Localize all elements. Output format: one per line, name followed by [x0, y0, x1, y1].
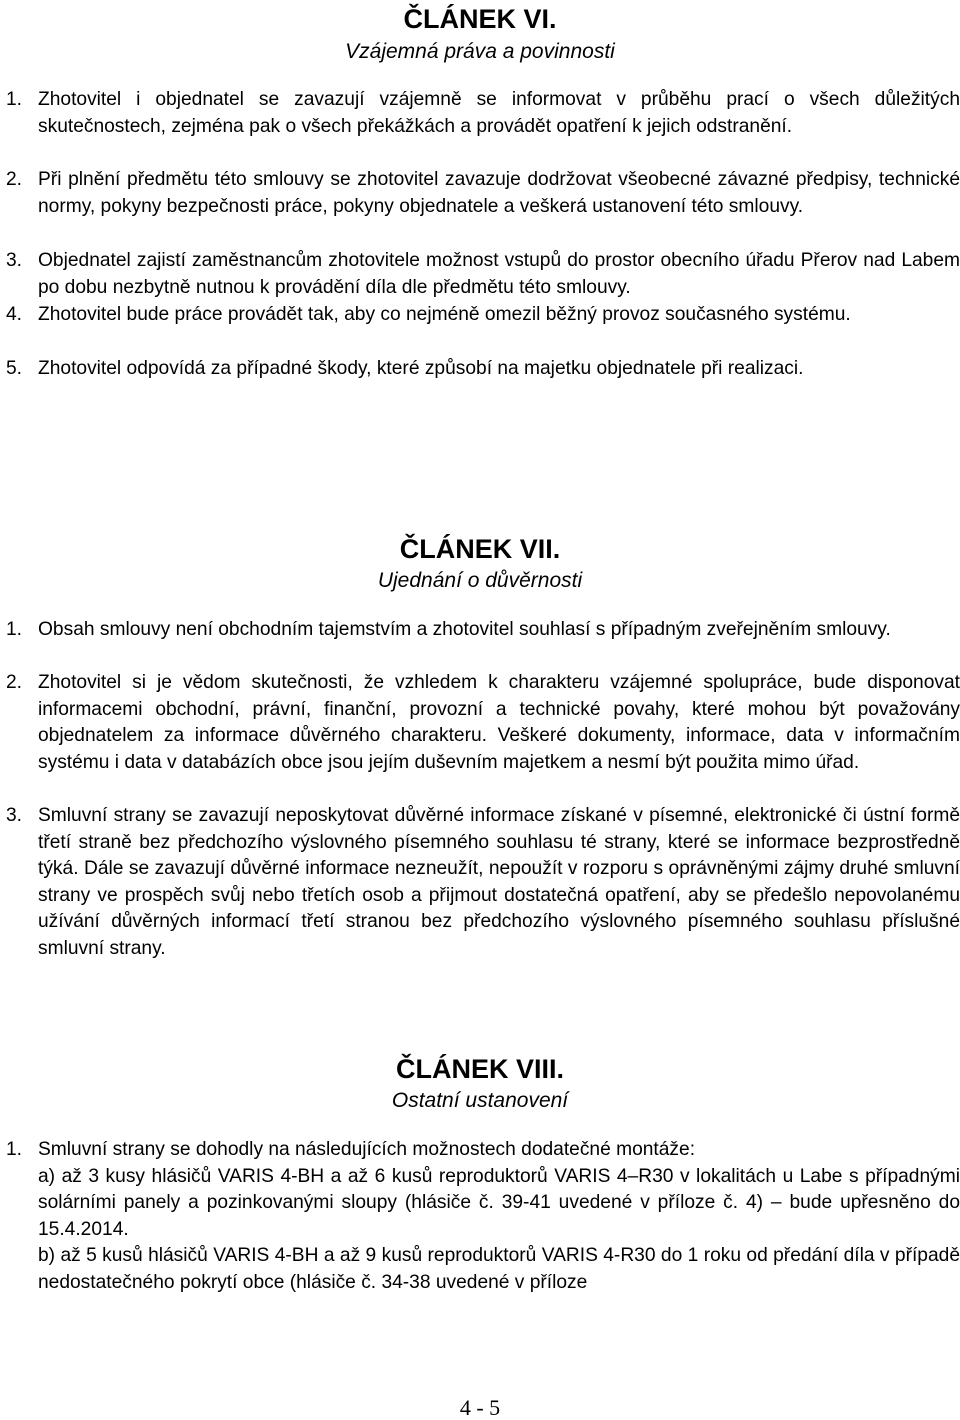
article-8-item-1 — [0, 1137, 960, 1296]
item-number: 4. — [6, 304, 23, 325]
item-text: Smluvní strany se zavazují neposkytovat důvěrné informace získané v písemné, elektronické či ústní formě třetí straně bez předchozího výslovného písemného souhlasu té strany, které se informace bezprostředně týká. Dále se zavazují důvěrné informace nezneužít, nepoužít v rozporu s oprávněnými zájmy druhé smluvní strany ve prospěch svůj nebo třetích osob a přijmout dostatečná opatření, aby se předešlo nepovolanému užívání důvěrných informací třetí stranou bez předchozího výslovného písemného souhlasu příslušné smluvní strany. — [38, 805, 960, 959]
article-7-item-1 — [0, 617, 960, 644]
article-6-item-5 — [0, 356, 960, 383]
item-number: 1. — [6, 89, 23, 110]
page-number: 4 - 5 — [459, 1395, 501, 1420]
item-subpoint-a: a) až 3 kusy hlásičů VARIS 4-BH a až 6 kusů reproduktorů VARIS 4–R30 v lokalitách u Labe s případnými solárními panely a pozinkovanými sloupy (hlásiče č. 39-41 uvedené v příloze č. 4) – bude upřesněno do 15.4.2014. — [38, 1165, 960, 1240]
item-text: Při plnění předmětu této smlouvy se zhotovitel zavazuje dodržovat všeobecné závazné předpisy, technické normy, pokyny bezpečnosti práce, pokyny objednatele a veškerá ustanovení této smlouvy. — [38, 169, 960, 217]
article-7-subtitle: Ujednání o důvěrnosti — [377, 569, 583, 592]
article-8-title: ČLÁNEK VIII. — [395, 1054, 564, 1084]
item-text: Zhotovitel odpovídá za případné škody, které způsobí na majetku objednatele při realizaci. — [38, 358, 804, 379]
item-number: 3. — [6, 805, 23, 826]
item-number: 5. — [6, 358, 23, 379]
article-7-item-2 — [0, 670, 960, 776]
article-6-subtitle: Vzájemná práva a povinnosti — [345, 40, 615, 63]
item-number: 2. — [6, 672, 23, 693]
article-7-title: ČLÁNEK VII. — [399, 534, 561, 564]
item-text: Obsah smlouvy není obchodním tajemstvím a zhotovitel souhlasí s případným zveřejněním smlouvy. — [38, 619, 891, 640]
item-number: 1. — [6, 1139, 23, 1160]
article-6-item-2 — [0, 167, 960, 220]
item-subpoint-b: b) až 5 kusů hlásičů VARIS 4-BH a až 9 kusů reproduktorů VARIS 4-R30 do 1 roku od předání díla v případě nedostatečného pokrytí obce (hlásiče č. 34-38 uvedené v příloze — [38, 1245, 960, 1293]
item-text: Smluvní strany se dohodly na následujících možnostech dodatečné montáže: — [38, 1139, 696, 1160]
article-6-item-3 — [0, 248, 960, 301]
article-6-title: ČLÁNEK VI. — [403, 4, 557, 34]
article-6-item-4 — [0, 302, 960, 329]
item-text: Zhotovitel si je vědom skutečnosti, že vzhledem k charakteru vzájemné spolupráce, bude disponovat informacemi obchodní, právní, finanční, provozní a technické povahy, které mohou být považovány objednatelem za informace důvěrného charakteru. Veškeré dokumenty, informace, data v informačním systému i data v databázích obce jsou jejím duševním majetkem a nesmí být použita mimo úřad. — [38, 672, 960, 773]
article-7-item-3 — [0, 803, 960, 962]
item-text: Objednatel zajistí zaměstnancům zhotovitele možnost vstupů do prostor obecního úřadu Přerov nad Labem po dobu nezbytně nutnou k provádění díla dle předmětu této smlouvy. — [38, 250, 960, 298]
item-text: Zhotovitel i objednatel se zavazují vzájemně se informovat v průběhu prací o všech důležitých skutečnostech, zejména pak o všech překážkách a provádět opatření k jejich odstranění. — [38, 89, 960, 137]
item-text: Zhotovitel bude práce provádět tak, aby co nejméně omezil běžný provoz současného systému. — [38, 304, 851, 325]
article-8-subtitle: Ostatní ustanovení — [391, 1089, 569, 1112]
article-6-item-1 — [0, 87, 960, 140]
item-number: 3. — [6, 250, 23, 271]
item-number: 2. — [6, 169, 23, 190]
item-number: 1. — [6, 619, 23, 640]
